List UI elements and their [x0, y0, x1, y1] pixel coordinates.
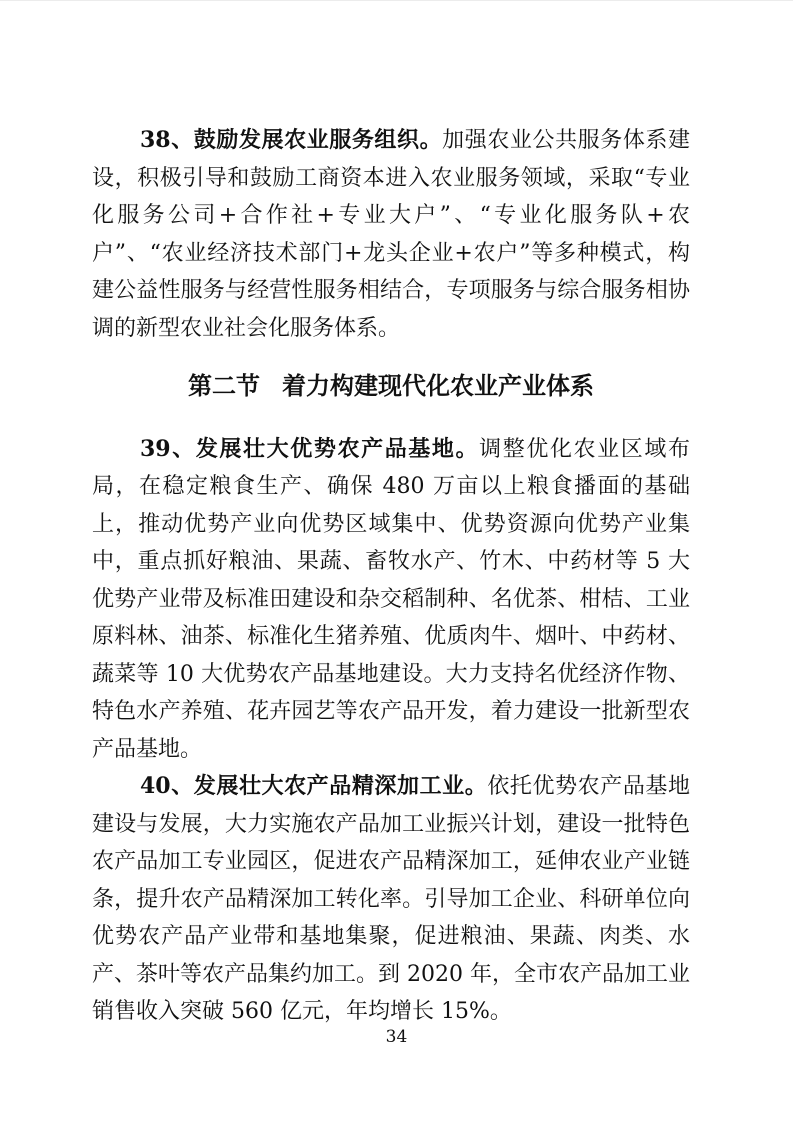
paragraph-39-text: 调整优化农业区域布局，在稳定粮食生产、确保 480 万亩以上粮食播面的基础上，推动优势产业向优势区域集中、优势资源向优势产业集中，重点抓好粮油、果蔬、畜牧水产、竹木、中药材等 5 大优势产业带及标准田建设和杂交稻制种、名优茶、柑桔、工业原料林、油茶、标准化生猪养殖、优质肉牛、烟叶、中药材、蔬菜等 10 大优势农产品基地建设。大力支持名优经济作物、特色水产养殖、花卉园艺等农产品开发，着力建设一批新型农产品基地。 [92, 436, 690, 762]
section-number: 第二节 [188, 371, 260, 400]
paragraph-39-lead: 39、发展壮大优势农产品基地。 [140, 435, 480, 462]
paragraph-40-lead: 40、发展壮大农产品精深加工业。 [140, 773, 488, 799]
section-title: 着力构建现代化农业产业体系 [282, 371, 594, 400]
paragraph-38 [92, 122, 690, 347]
paragraph-38-text: 加强农业公共服务体系建设，积极引导和鼓励工商资本进入农业服务领域，采取“专业化服务公司+合作社+专业大户”、“专业化服务队+农户”、“农业经济技术部门+龙头企业+农户”等多种模式，构建公益性服务与经营性服务相结合，专项服务与综合服务相协调的新型农业社会化服务体系。 [92, 128, 690, 341]
paragraph-38-lead: 38、鼓励发展农业服务组织。 [140, 127, 443, 153]
paragraph-39 [92, 431, 690, 769]
section-heading [92, 367, 690, 405]
paragraph-40 [92, 768, 690, 1031]
paragraph-40-text: 依托优势农产品基地建设与发展，大力实施农产品加工业振兴计划，建设一批特色农产品加工专业园区，促进农产品精深加工，延伸农业产业链条，提升农产品精深加工转化率。引导加工企业、科研单位向优势农产品产业带和基地集聚，促进粮油、果蔬、肉类、水产、茶叶等农产品集约加工。到 2020 年，全市农产品加工业销售收入突破 560 亿元，年均增长 15%。 [92, 774, 690, 1024]
page-number: 34 [385, 1027, 408, 1047]
document-body [92, 122, 690, 1031]
